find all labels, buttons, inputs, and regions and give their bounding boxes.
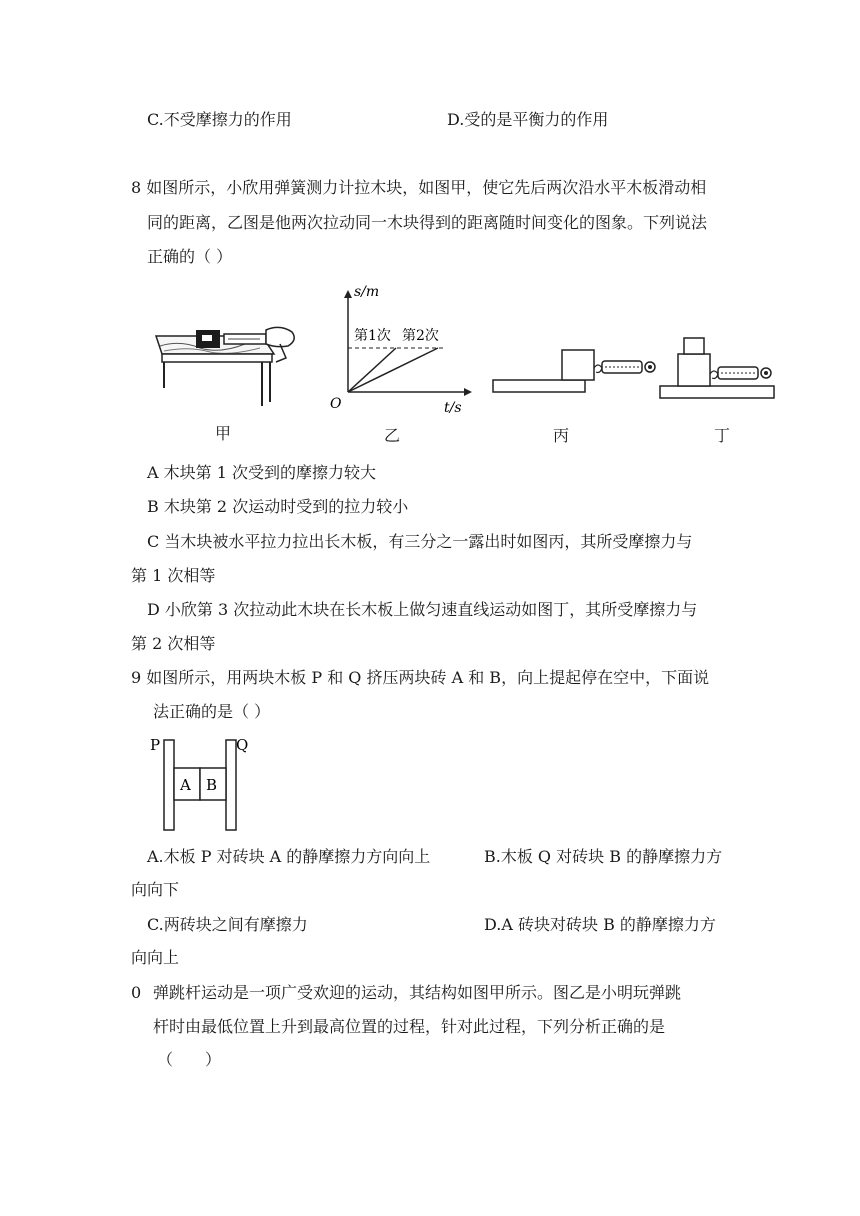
q9-option-c: C.两砖块之间有摩擦力 <box>147 915 308 934</box>
q8-option-c-line1: C 当木块被水平拉力拉出长木板，有三分之一露出时如图丙，其所受摩擦力与 <box>147 532 693 551</box>
q8-option-a: A 木块第 1 次受到的摩擦力较大 <box>147 463 376 482</box>
board-q-label: Q <box>236 736 249 754</box>
brick-a-label: A <box>180 776 191 794</box>
q9-stem-line1: 9 如图所示，用两块木板 P 和 Q 挤压两块砖 A 和 B，向上提起停在空中，下面说 <box>131 668 710 687</box>
q8-caption-yi: 乙 <box>384 426 401 445</box>
board-q <box>226 740 236 830</box>
y-axis-label: s/m <box>354 284 380 300</box>
q8-stem-line1: 8 如图所示，小欣用弹簧测力计拉木块，如图甲，使它先后两次沿水平木板滑动相 <box>131 178 707 197</box>
series-1-line <box>348 348 396 392</box>
q8-figure-bing <box>490 344 660 400</box>
q8-caption-ding: 丁 <box>714 426 731 445</box>
q9-option-d-line2: 向向上 <box>131 948 180 967</box>
q8-figure-yi-graph <box>328 282 478 418</box>
q7-option-d: D.受的是平衡力的作用 <box>447 110 609 129</box>
q10-stem-line2: 杆时由最低位置上升到最高位置的过程，针对此过程，下列分析正确的是 <box>153 1017 666 1036</box>
q8-option-b: B 木块第 2 次运动时受到的拉力较小 <box>147 497 409 516</box>
q8-caption-jia: 甲 <box>215 424 232 443</box>
origin-label: O <box>330 396 342 412</box>
x-axis-arrow-icon <box>464 388 472 396</box>
q10-stem-line1: 弹跳杆运动是一项广受欢迎的运动，其结构如图甲所示。图乙是小明玩弹跳 <box>153 983 682 1002</box>
q7-option-c: C.不受摩擦力的作用 <box>147 110 292 129</box>
q9-option-a: A.木板 P 对砖块 A 的静摩擦力方向向上 <box>147 847 431 866</box>
x-axis-label: t/s <box>444 400 462 416</box>
q9-option-b-line2: 向向下 <box>131 880 180 899</box>
q10-number: 0 <box>131 983 142 1002</box>
y-axis-arrow-icon <box>344 290 352 298</box>
brick-b-label: B <box>206 776 218 794</box>
q8-figure-ding <box>658 332 778 404</box>
series-2-line <box>348 348 438 392</box>
q8-caption-bing: 丙 <box>553 426 570 445</box>
q8-stem-line3: 正确的（ ） <box>147 247 233 266</box>
q8-option-d-line1: D 小欣第 3 次拉动此木块在长木板上做匀速直线运动如图丁，其所受摩擦力与 <box>147 600 698 619</box>
q8-option-c-line2: 第 1 次相等 <box>131 566 216 585</box>
q8-figure-jia <box>150 318 310 414</box>
q8-option-d-line2: 第 2 次相等 <box>131 634 216 653</box>
series-1-label: 第1次 <box>354 328 391 344</box>
q9-option-d-line1: D.A 砖块对砖块 B 的静摩擦力方 <box>484 915 716 934</box>
q8-stem-line2: 同的距离，乙图是他两次拉动同一木块得到的距离随时间变化的图象。下列说法 <box>147 213 708 232</box>
q9-figure <box>148 734 258 834</box>
series-2-label: 第2次 <box>402 328 439 344</box>
board-p <box>164 740 174 830</box>
q10-stem-line3: （ ） <box>157 1050 222 1069</box>
q9-stem-line2: 法正确的是（ ） <box>153 702 271 721</box>
q9-option-b-line1: B.木板 Q 对砖块 B 的静摩擦力方 <box>484 847 723 866</box>
board-p-label: P <box>150 736 161 754</box>
